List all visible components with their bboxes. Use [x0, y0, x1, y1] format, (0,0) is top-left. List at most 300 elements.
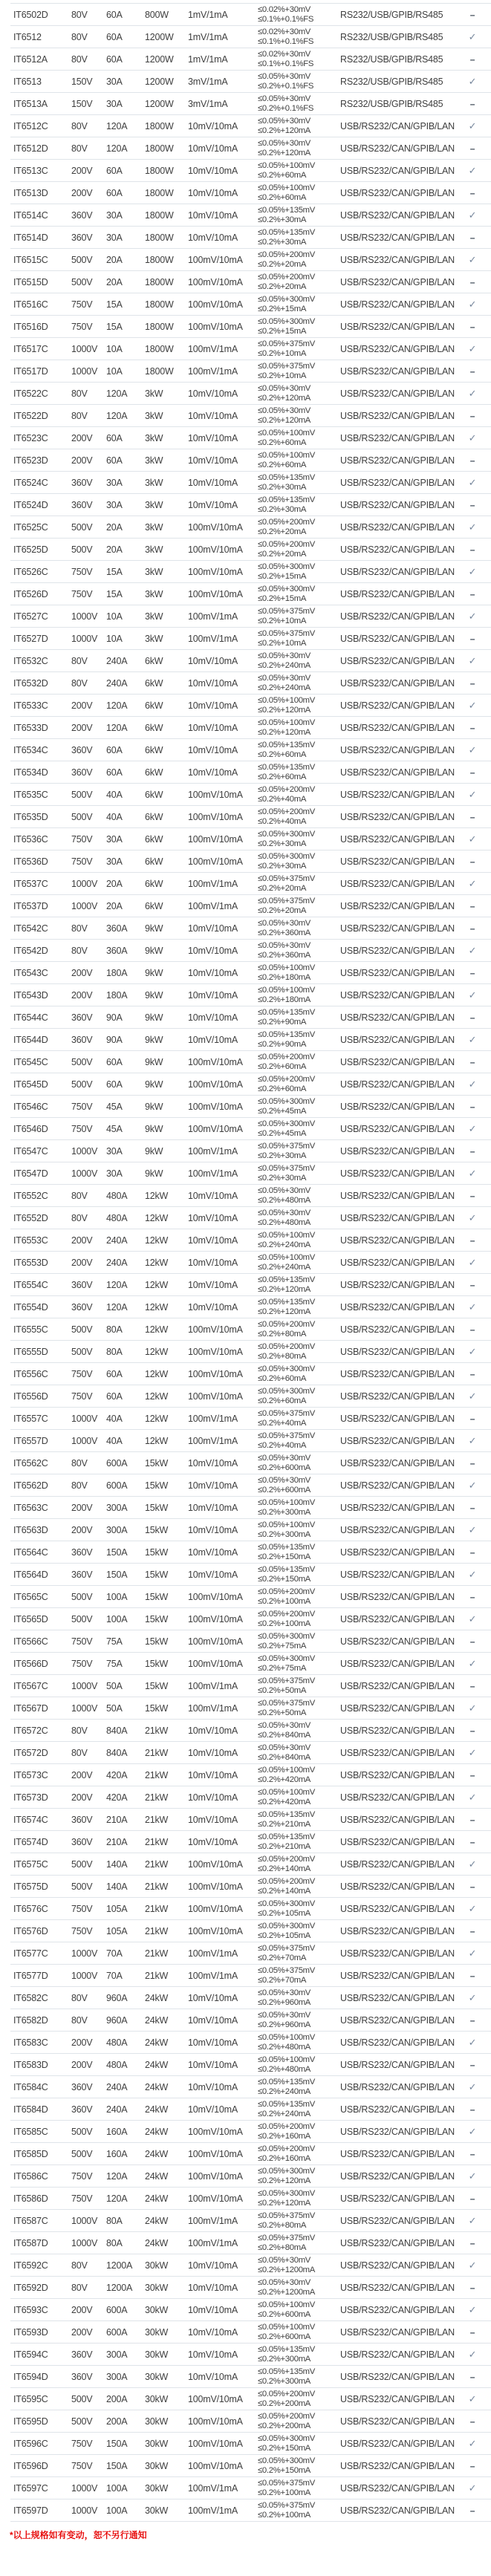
accuracy-current-line: ≤0.2%+20mA [258, 883, 307, 893]
accuracy-cell [258, 2501, 340, 2520]
voltage-cell: 200V [71, 2304, 93, 2315]
current-cell: 240A [106, 2081, 128, 2092]
voltage-cell: 200V [71, 967, 93, 978]
flag-cell [454, 833, 491, 845]
flag-cell [454, 1458, 491, 1468]
resolution-cell: 10mV/10mA [188, 232, 238, 243]
resolution-cell: 100mV/10mA [188, 1391, 243, 1402]
flag-cell [454, 10, 491, 20]
current-cell: 120A [106, 1279, 128, 1290]
check-icon: ✓ [468, 2437, 477, 2449]
current-cell: 60A [106, 31, 123, 42]
accuracy-voltage-line: ≤0.05%+200mV [258, 1341, 316, 1351]
accuracy-cell [258, 718, 340, 738]
power-cell: 24kW [145, 2170, 169, 2182]
dash-icon: – [469, 1413, 475, 1424]
table-row [10, 1519, 491, 1541]
power-cell: 6kW [145, 700, 163, 711]
model-cell: IT6576D [13, 1925, 48, 1936]
accuracy-voltage-line: ≤0.05%+300mV [258, 294, 316, 304]
resolution-cell: 100mV/1mA [188, 633, 238, 644]
power-cell: 1800W [145, 143, 174, 154]
voltage-cell: 80V [71, 1190, 88, 1201]
accuracy-voltage-line: ≤0.05%+375mV [258, 339, 316, 348]
accuracy-cell [258, 2100, 340, 2119]
accuracy-current-line: ≤0.2%+60mA [258, 192, 307, 202]
power-cell: 12kW [145, 1324, 169, 1335]
accuracy-cell [258, 1409, 340, 1428]
dash-icon: – [469, 2193, 475, 2204]
model-cell: IT6513A [13, 98, 48, 109]
table-row [10, 1162, 491, 1185]
interfaces-cell: USB/RS232/CAN/GPIB/LAN [340, 2215, 455, 2226]
accuracy-voltage-line: ≤0.05%+135mV [258, 1564, 316, 1574]
accuracy-voltage-line: ≤0.05%+135mV [258, 1542, 316, 1552]
resolution-cell: 10mV/10mA [188, 1769, 238, 1780]
resolution-cell: 100mV/10mA [188, 1368, 243, 1379]
flag-cell [454, 1146, 491, 1157]
accuracy-current-line: ≤0.2%+120mA [258, 2176, 311, 2185]
voltage-cell: 200V [71, 700, 93, 711]
accuracy-current-line: ≤0.2%+240mA [258, 1262, 311, 1272]
accuracy-voltage-line: ≤0.05%+200mV [258, 784, 316, 794]
accuracy-voltage-line: ≤0.05%+100mV [258, 450, 316, 460]
accuracy-voltage-line: ≤0.05%+375mV [258, 606, 316, 616]
accuracy-voltage-line: ≤0.05%+100mV [258, 2322, 316, 2332]
interfaces-cell: USB/RS232/CAN/GPIB/LAN [340, 677, 455, 689]
power-cell: 3kW [145, 611, 163, 622]
accuracy-cell [258, 585, 340, 604]
voltage-cell: 80V [71, 1480, 88, 1491]
dash-icon: – [469, 321, 475, 332]
power-cell: 30kW [145, 2505, 169, 2516]
accuracy-voltage-line: ≤0.05%+30mV [258, 2010, 311, 2020]
model-cell: IT6543C [13, 967, 48, 978]
interfaces-cell: USB/RS232/CAN/GPIB/LAN [340, 1881, 455, 1892]
voltage-cell: 80V [71, 2282, 88, 2293]
accuracy-current-line: ≤0.2%+210mA [258, 1841, 311, 1851]
table-row [10, 449, 491, 472]
flag-cell [454, 1435, 491, 1447]
resolution-cell: 100mV/1mA [188, 1168, 238, 1179]
accuracy-cell [258, 317, 340, 336]
current-cell: 80A [106, 2237, 123, 2248]
model-cell: IT6537D [13, 900, 48, 911]
model-cell: IT6587D [13, 2237, 48, 2248]
power-cell: 1800W [145, 209, 174, 221]
model-cell: IT6523D [13, 455, 48, 466]
table-row [10, 2054, 491, 2076]
accuracy-cell [258, 1565, 340, 1584]
accuracy-cell [258, 1030, 340, 1050]
power-cell: 3kW [145, 499, 163, 510]
voltage-cell: 200V [71, 722, 93, 733]
flag-cell [454, 989, 491, 1001]
accuracy-cell [258, 1431, 340, 1451]
current-cell: 60A [106, 1391, 123, 1402]
voltage-cell: 500V [71, 789, 93, 800]
voltage-cell: 80V [71, 410, 88, 421]
voltage-cell: 200V [71, 1257, 93, 1268]
resolution-cell: 10mV/10mA [188, 2260, 238, 2271]
accuracy-cell [258, 384, 340, 403]
dash-icon: – [469, 767, 475, 778]
resolution-cell: 100mV/1mA [188, 2215, 238, 2226]
power-cell: 1200W [145, 76, 174, 87]
accuracy-voltage-line: ≤0.02%+30mV [258, 49, 311, 59]
flag-cell [454, 1212, 491, 1224]
table-row [10, 940, 491, 962]
voltage-cell: 360V [71, 1301, 93, 1313]
accuracy-voltage-line: ≤0.05%+200mV [258, 1074, 316, 1084]
interfaces-cell: USB/RS232/CAN/GPIB/LAN [340, 1435, 455, 1446]
current-cell: 15A [106, 299, 123, 310]
model-cell: IT6556D [13, 1391, 48, 1402]
table-row [10, 2254, 491, 2277]
power-cell: 9kW [145, 1145, 163, 1157]
current-cell: 120A [106, 2193, 128, 2204]
current-cell: 100A [106, 1613, 128, 1624]
model-cell: IT6536D [13, 856, 48, 867]
resolution-cell: 10mV/10mA [188, 967, 238, 978]
accuracy-cell [258, 1855, 340, 1874]
model-cell: IT6512C [13, 120, 48, 131]
resolution-cell: 10mV/10mA [188, 2304, 238, 2315]
accuracy-cell [258, 897, 340, 916]
accuracy-current-line: ≤0.2%+600mA [258, 1485, 311, 1494]
model-cell: IT6572D [13, 1747, 48, 1758]
flag-cell [454, 500, 491, 510]
current-cell: 90A [106, 1012, 123, 1023]
accuracy-current-line: ≤0.2%+30mA [258, 1173, 307, 1183]
dash-icon: – [469, 2371, 475, 2382]
power-cell: 9kW [145, 1123, 163, 1134]
accuracy-cell [258, 1342, 340, 1362]
interfaces-cell: USB/RS232/CAN/GPIB/LAN [340, 611, 455, 622]
accuracy-voltage-line: ≤0.02%+30mV [258, 4, 311, 14]
voltage-cell: 360V [71, 209, 93, 221]
model-cell: IT6546C [13, 1101, 48, 1112]
resolution-cell: 100mV/10mA [188, 521, 243, 533]
accuracy-cell [258, 1209, 340, 1228]
model-cell: IT6592C [13, 2260, 48, 2271]
resolution-cell: 10mV/10mA [188, 2371, 238, 2382]
current-cell: 480A [106, 1190, 128, 1201]
model-cell: IT6552D [13, 1212, 48, 1223]
flag-cell [454, 1613, 491, 1625]
voltage-cell: 500V [71, 811, 93, 822]
interfaces-cell: USB/RS232/CAN/GPIB/LAN [340, 1636, 455, 1647]
current-cell: 300A [106, 1502, 128, 1513]
accuracy-voltage-line: ≤0.05%+200mV [258, 517, 316, 527]
model-cell: IT6597C [13, 2482, 48, 2494]
model-cell: IT6576C [13, 1903, 48, 1914]
power-cell: 15kW [145, 1546, 169, 1558]
check-icon: ✓ [468, 2125, 477, 2137]
interfaces-cell: USB/RS232/CAN/GPIB/LAN [340, 1301, 455, 1313]
accuracy-cell [258, 1498, 340, 1518]
interfaces-cell: USB/RS232/CAN/GPIB/LAN [340, 1747, 455, 1758]
model-cell: IT6512A [13, 53, 48, 65]
accuracy-current-line: ≤0.2%+960mA [258, 2020, 311, 2029]
power-cell: 1200W [145, 31, 174, 42]
resolution-cell: 100mV/10mA [188, 544, 243, 555]
resolution-cell: 10mV/10mA [188, 945, 238, 956]
table-row [10, 1474, 491, 1497]
accuracy-current-line: ≤0.2%+10mA [258, 371, 307, 380]
voltage-cell: 360V [71, 1546, 93, 1558]
power-cell: 3kW [145, 455, 163, 466]
check-icon: ✓ [468, 2036, 477, 2048]
flag-cell [454, 343, 491, 355]
accuracy-cell [258, 1988, 340, 2008]
accuracy-cell [258, 1899, 340, 1919]
dash-icon: – [469, 1457, 475, 1468]
table-row [10, 293, 491, 316]
power-cell: 30kW [145, 2349, 169, 2360]
current-cell: 60A [106, 767, 123, 778]
power-cell: 1800W [145, 343, 174, 354]
flag-cell [454, 566, 491, 578]
table-row [10, 182, 491, 204]
model-cell: IT6595C [13, 2393, 48, 2404]
accuracy-voltage-line: ≤0.05%+135mV [258, 762, 316, 772]
interfaces-cell: USB/RS232/CAN/GPIB/LAN [340, 521, 455, 533]
dash-icon: – [469, 588, 475, 599]
model-cell: IT6523C [13, 432, 48, 443]
accuracy-cell [258, 1231, 340, 1250]
accuracy-current-line: ≤0.2%+120mA [258, 705, 311, 715]
accuracy-cell [258, 562, 340, 582]
dash-icon: – [469, 1368, 475, 1379]
accuracy-cell [258, 2055, 340, 2075]
flag-cell [454, 2104, 491, 2115]
flag-cell [454, 2037, 491, 2049]
flag-cell [454, 812, 491, 822]
interfaces-cell: USB/RS232/CAN/GPIB/LAN [340, 165, 455, 176]
accuracy-current-line: ≤0.2%+240mA [258, 660, 311, 670]
model-cell: IT6525C [13, 521, 48, 533]
power-cell: 30kW [145, 2482, 169, 2494]
dash-icon: – [469, 9, 475, 20]
interfaces-cell: USB/RS232/CAN/GPIB/LAN [340, 923, 455, 934]
resolution-cell: 10mV/10mA [188, 744, 238, 755]
accuracy-cell [258, 339, 340, 359]
accuracy-voltage-line: ≤0.05%+135mV [258, 472, 316, 482]
power-cell: 30kW [145, 2304, 169, 2315]
flag-cell [454, 521, 491, 533]
voltage-cell: 80V [71, 677, 88, 689]
accuracy-voltage-line: ≤0.05%+135mV [258, 1809, 316, 1819]
current-cell: 60A [106, 455, 123, 466]
voltage-cell: 80V [71, 9, 88, 20]
accuracy-current-line: ≤0.2%+100mA [258, 1619, 311, 1628]
interfaces-cell: USB/RS232/CAN/GPIB/LAN [340, 1725, 455, 1736]
voltage-cell: 80V [71, 120, 88, 131]
accuracy-voltage-line: ≤0.05%+30mV [258, 1185, 311, 1195]
resolution-cell: 100mV/10mA [188, 1881, 243, 1892]
flag-cell [454, 1079, 491, 1090]
flag-cell [454, 1123, 491, 1135]
table-row [10, 2165, 491, 2188]
flag-cell [454, 1168, 491, 1180]
accuracy-voltage-line: ≤0.05%+200mV [258, 250, 316, 259]
model-cell: IT6574C [13, 1814, 48, 1825]
accuracy-current-line: ≤0.2%+45mA [258, 1128, 307, 1138]
interfaces-cell: USB/RS232/CAN/GPIB/LAN [340, 209, 455, 221]
power-cell: 3kW [145, 410, 163, 421]
table-row [10, 137, 491, 160]
dash-icon: – [469, 856, 475, 867]
accuracy-current-line: ≤0.2%+420mA [258, 1797, 311, 1806]
interfaces-cell: USB/RS232/CAN/GPIB/LAN [340, 432, 455, 443]
accuracy-current-line: ≤0.2%+150mA [258, 1552, 311, 1561]
current-cell: 70A [106, 1970, 123, 1981]
interfaces-cell: USB/RS232/CAN/GPIB/LAN [340, 1235, 455, 1246]
check-icon: ✓ [468, 1991, 477, 2003]
current-cell: 300A [106, 2371, 128, 2382]
accuracy-cell [258, 1721, 340, 1740]
flag-cell [454, 1012, 491, 1023]
power-cell: 21kW [145, 1725, 169, 1736]
voltage-cell: 1000V [71, 343, 98, 354]
flag-cell [454, 1301, 491, 1313]
accuracy-cell [258, 406, 340, 426]
voltage-cell: 750V [71, 1123, 93, 1134]
voltage-cell: 150V [71, 76, 93, 87]
interfaces-cell: USB/RS232/CAN/GPIB/LAN [340, 477, 455, 488]
accuracy-voltage-line: ≤0.05%+200mV [258, 2144, 316, 2153]
power-cell: 30kW [145, 2326, 169, 2338]
accuracy-voltage-line: ≤0.05%+100mV [258, 2055, 316, 2064]
resolution-cell: 10mV/10mA [188, 410, 238, 421]
current-cell: 30A [106, 1145, 123, 1157]
accuracy-voltage-line: ≤0.05%+200mV [258, 539, 316, 549]
model-cell: IT6577C [13, 1948, 48, 1959]
accuracy-current-line: ≤0.2%+100mA [258, 2510, 311, 2520]
interfaces-cell: RS232/USB/GPIB/RS485 [340, 9, 443, 20]
current-cell: 210A [106, 1836, 128, 1847]
power-cell: 15kW [145, 1569, 169, 1580]
model-cell: IT6516D [13, 321, 48, 332]
resolution-cell: 10mV/10mA [188, 2104, 238, 2115]
voltage-cell: 500V [71, 1346, 93, 1357]
check-icon: ✓ [468, 342, 477, 354]
resolution-cell: 100mV/1mA [188, 1145, 238, 1157]
model-cell: IT6555D [13, 1346, 48, 1357]
accuracy-current-line: ≤0.2%+840mA [258, 1752, 311, 1762]
power-cell: 9kW [145, 945, 163, 956]
accuracy-current-line: ≤0.2%+60mA [258, 1373, 307, 1383]
dash-icon: – [469, 2014, 475, 2026]
accuracy-current-line: ≤0.2%+60mA [258, 1084, 307, 1093]
accuracy-voltage-line: ≤0.05%+135mV [258, 227, 316, 237]
model-cell: IT6585C [13, 2126, 48, 2137]
table-row [10, 2143, 491, 2165]
flag-cell [454, 655, 491, 667]
model-cell: IT6526C [13, 566, 48, 577]
accuracy-cell [258, 1454, 340, 1473]
voltage-cell: 500V [71, 254, 93, 265]
accuracy-current-line: ≤0.2%+60mA [258, 438, 307, 447]
current-cell: 30A [106, 76, 123, 87]
table-row [10, 2188, 491, 2210]
resolution-cell: 100mV/10mA [188, 1101, 243, 1112]
model-cell: IT6592D [13, 2282, 48, 2293]
resolution-cell: 100mV/10mA [188, 1903, 243, 1914]
accuracy-cell [258, 295, 340, 314]
resolution-cell: 10mV/10mA [188, 1725, 238, 1736]
interfaces-cell: USB/RS232/CAN/GPIB/LAN [340, 1324, 455, 1335]
flag-cell [454, 1524, 491, 1536]
accuracy-current-line: ≤0.2%+140mA [258, 1886, 311, 1896]
current-cell: 240A [106, 677, 128, 689]
model-cell: IT6582C [13, 1992, 48, 2003]
resolution-cell: 100mV/1mA [188, 343, 238, 354]
current-cell: 360A [106, 945, 128, 956]
flag-cell [454, 277, 491, 287]
resolution-cell: 100mV/1mA [188, 611, 238, 622]
table-row [10, 1987, 491, 2009]
accuracy-current-line: ≤0.2%+75mA [258, 1663, 307, 1673]
current-cell: 480A [106, 1212, 128, 1223]
power-cell: 9kW [145, 1056, 163, 1067]
resolution-cell: 10mV/10mA [188, 677, 238, 689]
interfaces-cell: USB/RS232/CAN/GPIB/LAN [340, 1569, 455, 1580]
table-row [10, 1296, 491, 1318]
accuracy-cell [258, 1008, 340, 1027]
accuracy-cell [258, 1186, 340, 1206]
table-row [10, 1853, 491, 1876]
power-cell: 21kW [145, 1925, 169, 1936]
model-cell: IT6524C [13, 477, 48, 488]
check-icon: ✓ [468, 744, 477, 755]
resolution-cell: 100mV/10mA [188, 1123, 243, 1134]
current-cell: 30A [106, 499, 123, 510]
model-cell: IT6586D [13, 2193, 48, 2204]
accuracy-voltage-line: ≤0.05%+100mV [258, 1765, 316, 1775]
resolution-cell: 10mV/10mA [188, 1524, 238, 1535]
accuracy-cell [258, 1520, 340, 1540]
resolution-cell: 100mV/1mA [188, 2237, 238, 2248]
interfaces-cell: USB/RS232/CAN/GPIB/LAN [340, 1524, 455, 1535]
accuracy-current-line: ≤0.2%+480mA [258, 2042, 311, 2052]
flag-cell [454, 165, 491, 177]
accuracy-current-line: ≤0.2%+60mA [258, 772, 307, 781]
interfaces-cell: USB/RS232/CAN/GPIB/LAN [340, 1391, 455, 1402]
accuracy-voltage-line: ≤0.05%+300mV [258, 562, 316, 571]
accuracy-current-line: ≤0.1%+0.1%FS [258, 59, 314, 68]
model-cell: IT6583D [13, 2059, 48, 2070]
voltage-cell: 80V [71, 655, 88, 666]
accuracy-current-line: ≤0.2%+120mA [258, 1284, 311, 1294]
model-cell: IT6553C [13, 1235, 48, 1246]
voltage-cell: 1000V [71, 878, 98, 889]
model-cell: IT6526D [13, 588, 48, 599]
current-cell: 15A [106, 588, 123, 599]
accuracy-voltage-line: ≤0.05%+100mV [258, 1230, 316, 1240]
model-cell: IT6544D [13, 1034, 48, 1045]
resolution-cell: 10mV/10mA [188, 2326, 238, 2338]
interfaces-cell: USB/RS232/CAN/GPIB/LAN [340, 1368, 455, 1379]
dash-icon: – [469, 410, 475, 421]
accuracy-current-line: ≤0.2%+150mA [258, 2465, 311, 2475]
accuracy-voltage-line: ≤0.05%+135mV [258, 205, 316, 215]
accuracy-voltage-line: ≤0.05%+375mV [258, 2233, 316, 2242]
accuracy-cell [258, 1587, 340, 1607]
table-row [10, 1742, 491, 1764]
table-row [10, 761, 491, 784]
